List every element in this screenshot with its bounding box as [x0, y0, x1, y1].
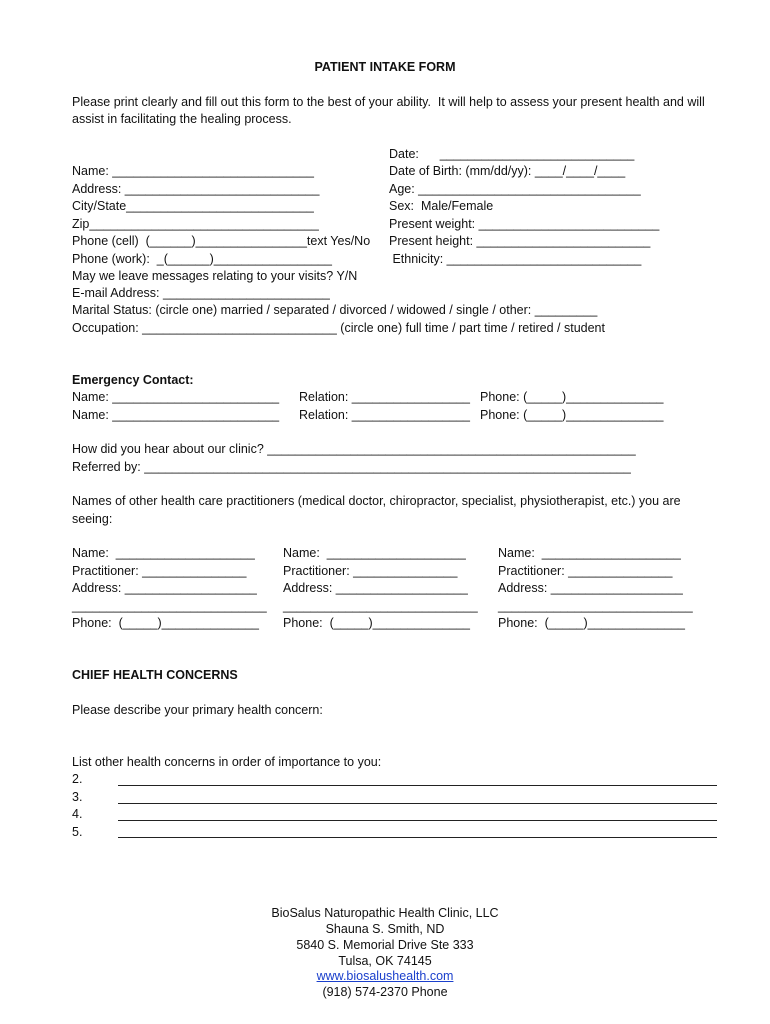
city-state-field: City/State___________________________	[72, 199, 314, 213]
intro-line-1: Please print clearly and fill out this form to the best of your ability. It will help to assess your present health and will	[72, 95, 705, 109]
concern-line-4	[118, 820, 717, 821]
footer-city: Tulsa, OK 74145	[338, 954, 432, 968]
practitioner-1-address-line-2: ____________________________	[72, 599, 267, 613]
concern-line-2	[118, 785, 717, 786]
emergency-name-2: Name: ________________________	[72, 408, 280, 422]
practitioners-intro-line-2: seeing:	[72, 512, 113, 526]
date-of-birth-field: Date of Birth: (mm/dd/yy): ____/____/____	[389, 164, 626, 178]
present-height-field: Present height: _________________________	[389, 234, 651, 248]
practitioner-1-type: Practitioner: _______________	[72, 564, 247, 578]
ethnicity-field: Ethnicity: ____________________________	[389, 252, 642, 266]
name-field: Name: _____________________________	[72, 164, 314, 178]
practitioners-intro-line-1: Names of other health care practitioners (medical doctor, chiropractor, specialist, physiotherapist, etc.) you are	[72, 494, 681, 508]
footer-doctor: Shauna S. Smith, ND	[325, 922, 445, 936]
primary-concern-prompt: Please describe your primary health concern:	[72, 703, 323, 717]
practitioner-3-address: Address: ___________________	[498, 581, 683, 595]
zip-field: Zip_________________________________	[72, 217, 319, 231]
form-title: PATIENT INTAKE FORM	[314, 60, 456, 74]
emergency-name-1: Name: ________________________	[72, 390, 280, 404]
phone-cell-field: Phone (cell) (______)________________text Yes/No	[72, 234, 371, 248]
intro-line-2: assist in facilitating the healing process.	[72, 112, 292, 126]
practitioner-1-phone: Phone: (_____)______________	[72, 616, 259, 630]
sex-field: Sex: Male/Female	[389, 199, 494, 213]
concern-number-2: 2.	[72, 772, 83, 786]
how-did-you-hear-field: How did you hear about our clinic? _____________________________________________________	[72, 442, 636, 456]
leave-messages-field: May we leave messages relating to your visits? Y/N	[72, 269, 358, 283]
concern-number-5: 5.	[72, 825, 83, 839]
practitioner-2-name: Name: ____________________	[283, 546, 466, 560]
practitioner-3-address-line-2: ____________________________	[498, 599, 693, 613]
practitioner-2-address: Address: ___________________	[283, 581, 468, 595]
email-field: E-mail Address: ________________________	[72, 286, 330, 300]
chief-health-concerns-heading: CHIEF HEALTH CONCERNS	[72, 668, 238, 682]
date-field: Date: ____________________________	[389, 147, 635, 161]
practitioner-3-phone: Phone: (_____)______________	[498, 616, 685, 630]
concern-line-3	[118, 803, 717, 804]
emergency-phone-2: Phone: (_____)______________	[480, 408, 664, 422]
footer-website-link[interactable]: www.biosalushealth.com	[316, 969, 454, 983]
phone-work-field: Phone (work): _(______)_________________	[72, 252, 332, 266]
practitioner-3-type: Practitioner: _______________	[498, 564, 673, 578]
practitioner-3-name: Name: ____________________	[498, 546, 681, 560]
practitioner-2-type: Practitioner: _______________	[283, 564, 458, 578]
emergency-relation-2: Relation: _________________	[299, 408, 470, 422]
occupation-field: Occupation: ____________________________ (circle one) full time / part time / retired / student	[72, 321, 605, 335]
practitioner-1-address: Address: ___________________	[72, 581, 257, 595]
concern-number-3: 3.	[72, 790, 83, 804]
practitioner-2-address-line-2: ____________________________	[283, 599, 478, 613]
referred-by-field: Referred by: ______________________________________________________________________	[72, 460, 631, 474]
other-concerns-intro: List other health concerns in order of importance to you:	[72, 755, 382, 769]
footer-website-wrap	[0, 968, 770, 984]
concern-number-4: 4.	[72, 807, 83, 821]
address-field: Address: ____________________________	[72, 182, 320, 196]
practitioner-1-name: Name: ____________________	[72, 546, 255, 560]
emergency-phone-1: Phone: (_____)______________	[480, 390, 664, 404]
marital-status-field: Marital Status: (circle one) married / separated / divorced / widowed / single / other: _________	[72, 303, 598, 317]
emergency-relation-1: Relation: _________________	[299, 390, 470, 404]
present-weight-field: Present weight: __________________________	[389, 217, 660, 231]
footer-street: 5840 S. Memorial Drive Ste 333	[296, 938, 474, 952]
age-field: Age: ________________________________	[389, 182, 641, 196]
footer-clinic-name: BioSalus Naturopathic Health Clinic, LLC	[271, 906, 499, 920]
footer-phone: (918) 574-2370 Phone	[322, 985, 448, 999]
practitioner-2-phone: Phone: (_____)______________	[283, 616, 470, 630]
concern-line-5	[118, 837, 717, 838]
emergency-contact-heading: Emergency Contact:	[72, 373, 194, 387]
